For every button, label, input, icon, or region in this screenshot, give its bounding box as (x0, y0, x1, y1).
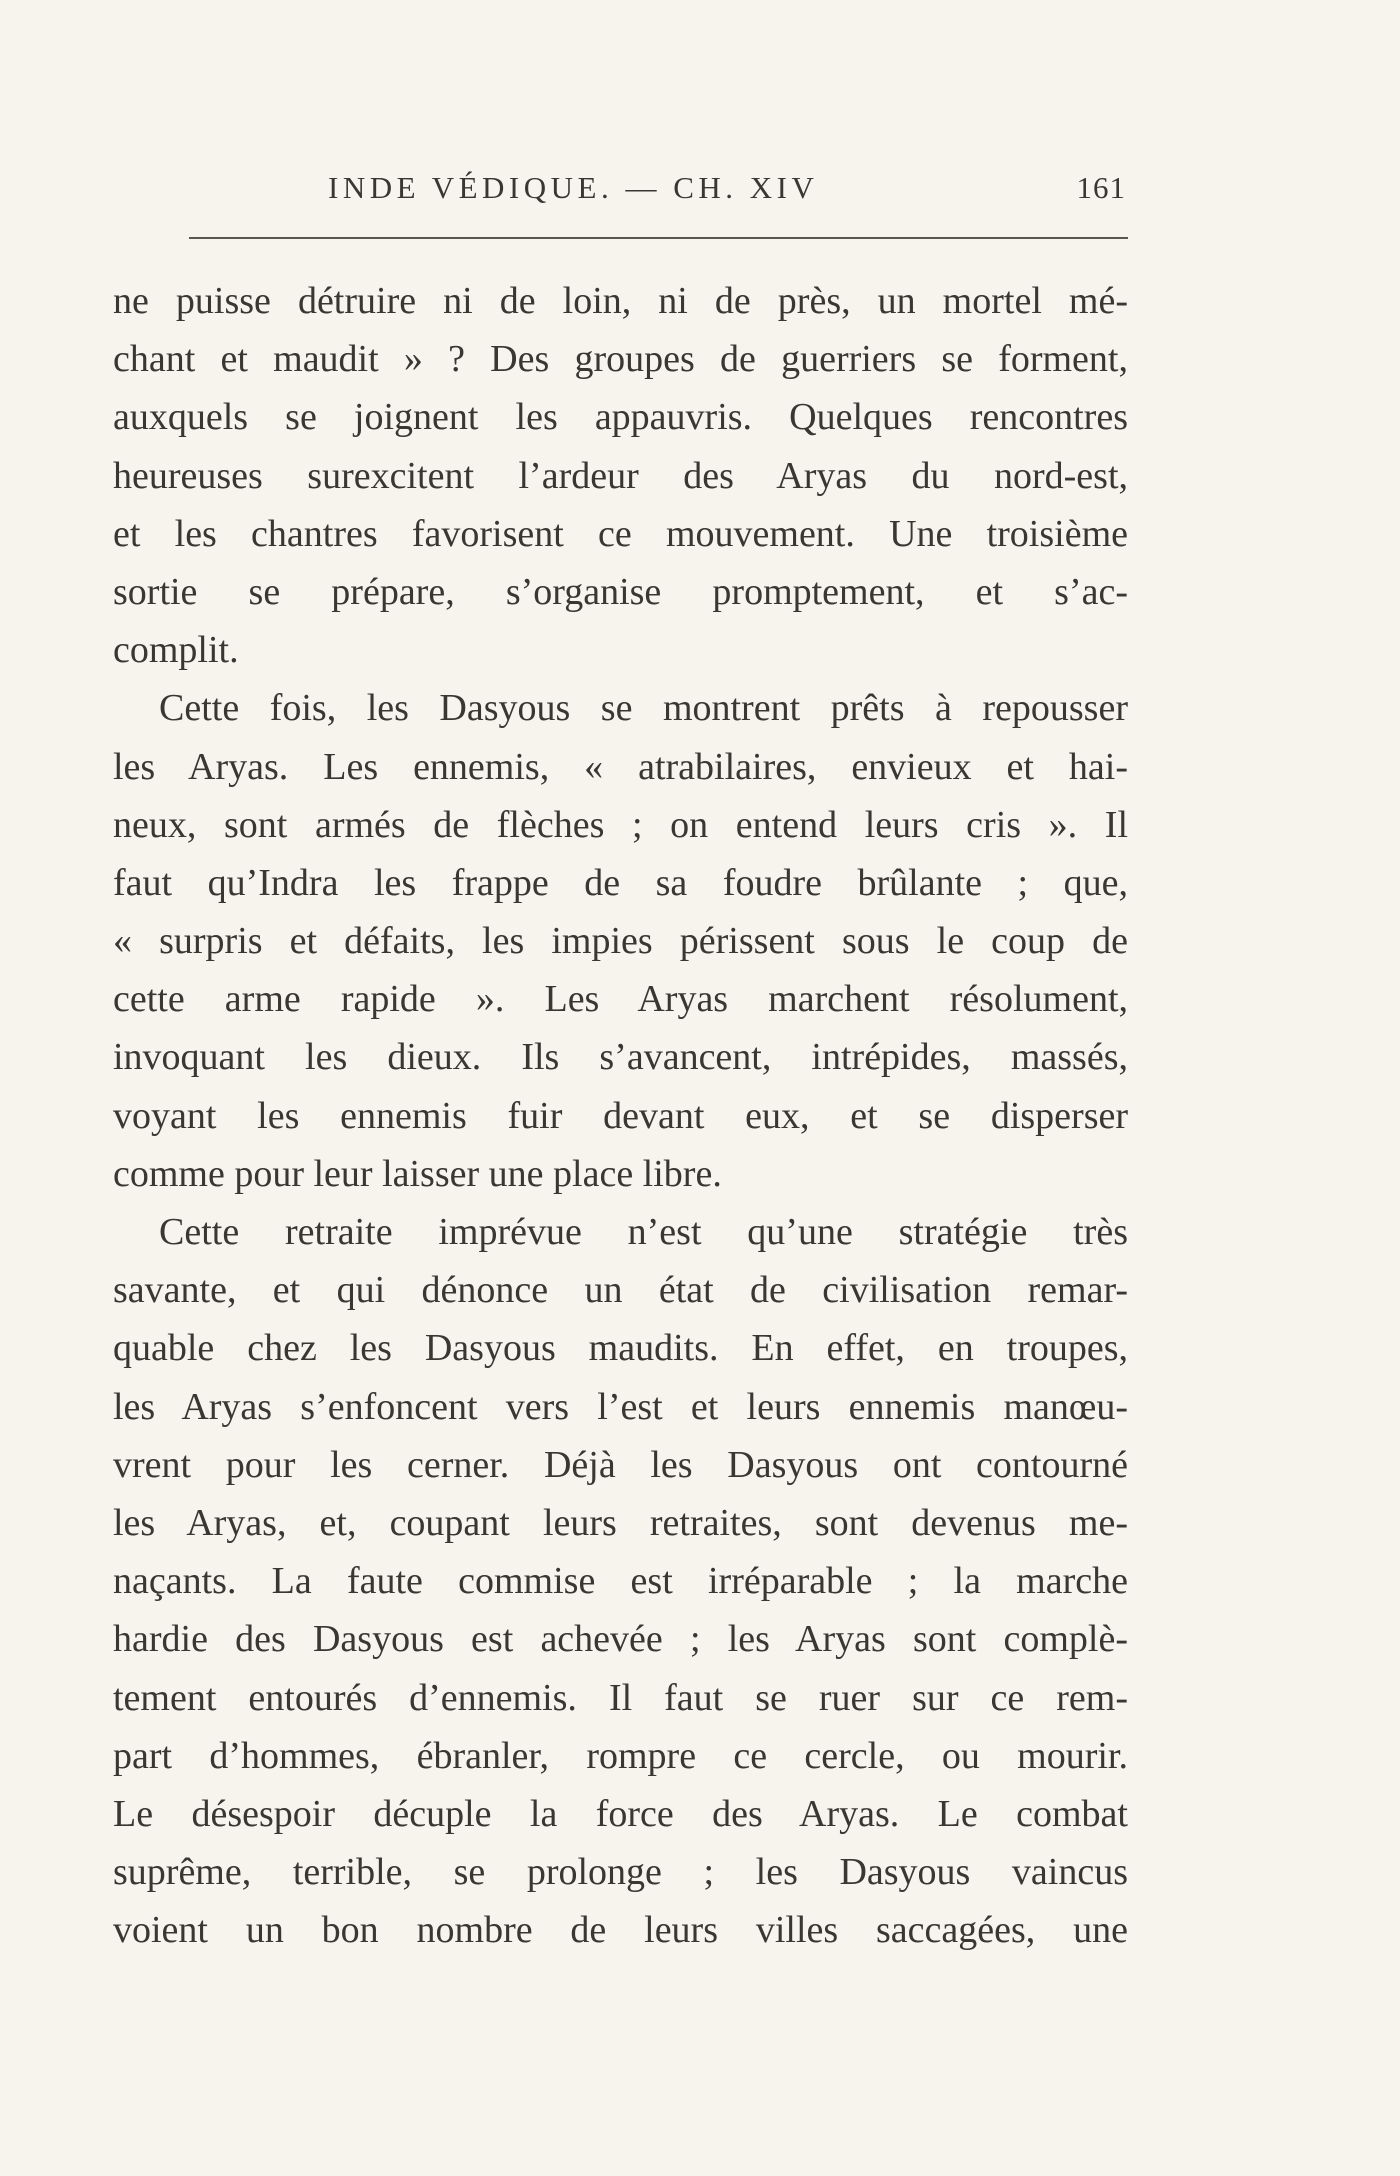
text-line: part d’hommes, ébranler, rompre ce cercle, ou mourir. (113, 1734, 1128, 1777)
paragraph-3 (113, 1203, 1128, 1959)
text-line: comme pour leur laisser une place libre. (113, 1152, 722, 1195)
text-line: suprême, terrible, se prolonge ; les Dasyous vaincus (113, 1851, 1128, 1894)
text-line: Le désespoir décuple la force des Aryas. Le combat (113, 1792, 1128, 1835)
paragraph-2 (113, 679, 1128, 1203)
text-line: invoquant les dieux. Ils s’avancent, intrépides, massés, (113, 1036, 1128, 1079)
text-line: hardie des Dasyous est achevée ; les Aryas sont complè- (113, 1618, 1128, 1661)
text-line: cette arme rapide ». Les Aryas marchent résolument, (113, 978, 1128, 1021)
text-line: chant et maudit » ? Des groupes de guerriers se forment, (113, 338, 1128, 381)
text-line: neux, sont armés de flèches ; on entend leurs cris ». Il (113, 803, 1128, 846)
header-rule (189, 237, 1128, 239)
text-line: vrent pour les cerner. Déjà les Dasyous ont contourné (113, 1443, 1128, 1486)
text-line: ne puisse détruire ni de loin, ni de près, un mortel mé- (113, 280, 1128, 322)
text-line: tement entourés d’ennemis. Il faut se ruer sur ce rem- (113, 1676, 1128, 1719)
text-line: auxquels se joignent les appauvris. Quelques rencontres (113, 396, 1128, 439)
running-title: INDE VÉDIQUE. — CH. XIV (328, 170, 819, 205)
text-line: Cette retraite imprévue n’est qu’une stratégie très (159, 1211, 1128, 1253)
text-line: faut qu’Indra les frappe de sa foudre brûlante ; que, (113, 861, 1128, 904)
page-number: 161 (1076, 170, 1126, 205)
text-line: et les chantres favorisent ce mouvement. Une troisième (113, 512, 1128, 555)
text-line: « surpris et défaits, les impies périssent sous le coup de (113, 920, 1128, 963)
text-line: savante, et qui dénonce un état de civilisation remar- (113, 1269, 1128, 1312)
body-text (113, 272, 1128, 1959)
text-line: sortie se prépare, s’organise promptement, et s’ac- (113, 570, 1128, 613)
text-line: voient un bon nombre de leurs villes saccagées, une (113, 1909, 1128, 1952)
paragraph-1 (113, 272, 1128, 679)
text-line: voyant les ennemis fuir devant eux, et se disperser (113, 1094, 1128, 1137)
text-line: quable chez les Dasyous maudits. En effet, en troupes, (113, 1327, 1128, 1370)
text-line: naçants. La faute commise est irréparable ; la marche (113, 1560, 1128, 1603)
text-line: heureuses surexcitent l’ardeur des Aryas du nord-est, (113, 454, 1128, 497)
text-line: les Aryas. Les ennemis, « atrabilaires, envieux et hai- (113, 745, 1128, 788)
text-line: Cette fois, les Dasyous se montrent prêts à repousser (159, 687, 1128, 730)
text-line: les Aryas s’enfoncent vers l’est et leurs ennemis manœu- (113, 1385, 1128, 1428)
text-line: les Aryas, et, coupant leurs retraites, sont devenus me- (113, 1501, 1128, 1544)
text-line: complit. (113, 629, 239, 672)
running-header (113, 168, 1126, 218)
